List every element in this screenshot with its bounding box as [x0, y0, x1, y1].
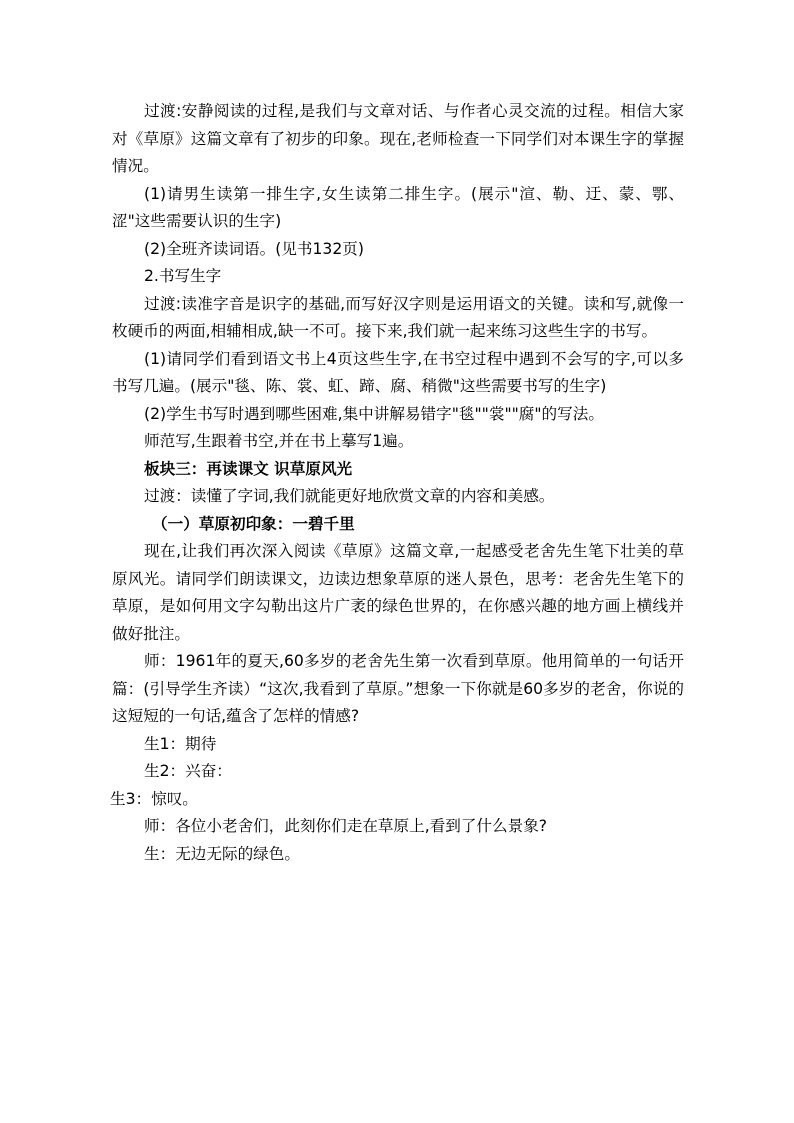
paragraph-teacher-followup: 师：各位小老舍们，此刻你们走在草原上,看到了什么景象? — [144, 817, 548, 835]
paragraph-student-answer-1: 生1：期待 — [144, 734, 217, 753]
section-heading-block-three: 板块三：再读课文 识草原风光 — [144, 459, 353, 478]
paragraph-step-difficult-characters: (2)学生书写时遇到哪些困难,集中讲解易错字"毯""裳""腐"的写法。 — [144, 404, 604, 423]
paragraph-student-answer-2: 生2：兴奋： — [144, 762, 232, 780]
paragraph-student-answer-3: 生3：惊叹。 — [110, 789, 198, 808]
subsection-heading-first-impression: （一）草原初印象：一碧千里 — [152, 514, 355, 533]
paragraph-transition-appreciation: 过渡：读懂了字词,我们就能更好地欣赏文章的内容和美感。 — [144, 487, 555, 505]
paragraph-student-answer-green: 生：无边无际的绿色。 — [144, 844, 300, 863]
paragraph-step-practice-writing: (1)请同学们看到语文书上4页这些生字,在书空过程中遇到不会写的字,可以多书写几遍。(展示"毯、陈、裳、虹、蹄、腐、稍微"这些需要书写的生字) — [112, 349, 684, 395]
paragraph-step-read-words: (2)全班齐读词语。(见书132页) — [144, 239, 364, 258]
paragraph-reading-instruction: 现在,让我们再次深入阅读《草原》这篇文章,一起感受老舍先生笔下壮美的草原风光。请同学们朗读课文，边读边想象草原的迷人景色，思考：老舍先生笔下的草原，是如何用文字勾勒出这片广袤的绿色世界的，在你感兴趣的地方画上横线并做好批注。 — [112, 542, 684, 643]
paragraph-teacher-question: 师：1961年的夏天,60多岁的老舍先生第一次看到草原。他用简单的一句话开篇：(引导学生齐读）“这次,我看到了草原。”想象一下你就是60多岁的老舍，你说的这短短的一句话,蕴含了怎样的情感? — [112, 652, 684, 725]
paragraph-transition-reading: 过渡:安静阅读的过程,是我们与文章对话、与作者心灵交流的过程。相信大家对《草原》这篇文章有了初步的印象。现在,老师检查一下同学们对本课生字的掌握情况。 — [112, 102, 684, 175]
paragraph-transition-writing: 过渡:读准字音是识字的基础,而写好汉字则是运用语文的关键。读和写,就像一枚硬币的两面,相辅相成,缺一不可。接下来,我们就一起来练习这些生字的书写。 — [112, 294, 684, 340]
paragraph-teacher-demo: 师范写,生跟着书空,并在书上摹写1遍。 — [144, 432, 414, 450]
section-heading-writing: 2.书写生字 — [144, 267, 222, 285]
document-body — [112, 98, 684, 868]
paragraph-step-read-characters: (1)请男生读第一排生字,女生读第二排生字。(展示"渲、勒、迂、蒙、鄂、涩"这些需要认识的生字) — [112, 184, 684, 230]
